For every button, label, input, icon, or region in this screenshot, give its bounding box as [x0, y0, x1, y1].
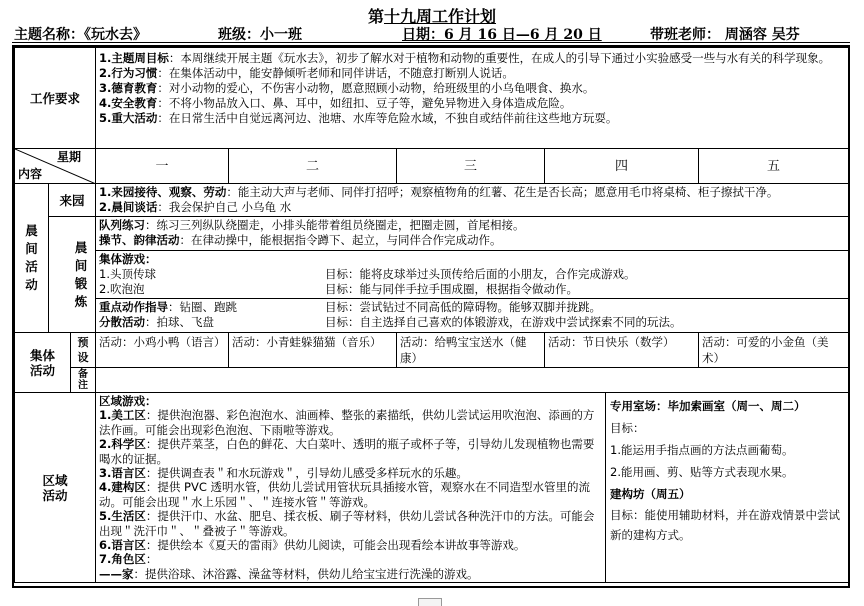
area-item: 4.建构区：提供 PVC 透明水管，供幼儿尝试用管状玩具插接水管，观察水在不同造型水管里的流动。可能会出现＂水上乐园＂、＂连接水管＂等游戏。 — [99, 480, 591, 509]
notes-row — [15, 368, 849, 393]
activity-friday: 活动：可爱的小金鱼（美术） — [699, 333, 849, 368]
area-activity-row — [15, 393, 849, 583]
work-item: 2.行为习惯：在集体活动中，能安静倾听老师和同伴讲话，不随意打断别人说话。 — [99, 66, 514, 80]
notes-label: 备注 — [71, 368, 96, 393]
notes-content — [96, 368, 849, 393]
page-title: 第十九周工作计划 — [367, 7, 497, 26]
work-item: 1.主题周目标：本周继续开展主题《玩水去》，初步了解水对于植物和动物的重要性，在成人的引导下通过小实验感受一些与水有关的科学现象。 — [99, 51, 831, 65]
group-activity-label: 集体活动 — [15, 333, 71, 393]
weekly-plan-table — [14, 47, 849, 583]
activity-monday: 活动：小鸡小鸭（语言） — [96, 333, 229, 368]
arrival-row — [15, 184, 849, 217]
work-item: 4.安全教育：不将小物品放入口、鼻、耳中，如纽扣、豆子等，避免异物进入身体造成危险。 — [99, 96, 572, 110]
day-tuesday: 二 — [229, 149, 397, 184]
area-item: 6.语言区：提供绘本《夏天的雷雨》供幼儿阅读，可能会出现看绘本讲故事等游戏。 — [99, 538, 526, 553]
morning-exercise-label: 晨间锻炼 — [49, 217, 96, 333]
activity-thursday: 活动：节日快乐（数学） — [545, 333, 699, 368]
area-content — [96, 393, 849, 583]
area-item: 1.美工区：提供泡泡器、彩色泡泡水、油画棒、整张的素描纸，供幼儿尝试运用吹泡泡、添画的方法作画。可能会出现彩色泡泡、下雨啦等游戏。 — [99, 408, 595, 437]
formation-row — [15, 217, 849, 251]
group-activity-row — [15, 333, 849, 368]
activity-tuesday: 活动：小青蛙躲猫猫（音乐） — [229, 333, 397, 368]
date-range: 日期：6 月 16 日—6 月 20 日 — [402, 27, 602, 43]
game-item: 2.吹泡泡 目标：能与同伴手拉手围成圈，根据指令做动作。 — [99, 282, 579, 296]
day-thursday: 四 — [545, 149, 699, 184]
morning-activity-label: 晨间活动 — [15, 184, 49, 333]
area-item: ——家：提供浴球、沐浴露、澡盆等材料，供幼儿给宝宝进行洗澡的游戏。 — [99, 566, 479, 581]
work-item: 3.德育教育：对小动物的爱心，不伤害小动物，愿意照顾小动物，给班级里的小乌龟喂食、换水。 — [99, 81, 595, 95]
day-monday: 一 — [96, 149, 229, 184]
work-requirements-content — [96, 48, 849, 149]
special-room: 专用室场：毕加索画室（周一、周二） 目标： 1.能运用手指点画的方法点画葡萄。 2.能用画、剪、贴等方式表现水果。 建构坊（周五） 目标：能使用辅助材料，并在游戏情景中尝试新的建构方式。 — [610, 399, 841, 542]
area-item: 3.语言区：提供调查表＂和水玩游戏＂，引导幼儿感受多样玩水的乐趣。 — [99, 466, 468, 481]
teachers: 带班老师： 周涵容 吴芬 — [650, 27, 800, 43]
work-item: 5.重大活动：在日常生活中自觉远离河边、池塘、水库等危险水域，不独自或结伴前往这些地方玩耍。 — [99, 111, 618, 125]
activity-wednesday: 活动：给鸭宝宝送水（健康） — [397, 333, 545, 368]
games-row — [15, 251, 849, 333]
week-header-row — [15, 149, 849, 184]
class-name: 班级：小一班 — [218, 27, 302, 43]
week-corner-cell: 星期 内容 — [15, 149, 96, 184]
preset-label: 预设 — [71, 333, 96, 368]
work-requirements-label: 工作要求 — [15, 48, 96, 149]
games-content: 集体游戏： 1.头顶传球 目标：能将皮球举过头顶传给后面的小朋友，合作完成游戏。 2.吹泡泡 目标：能与同伴手拉手围成圈，根据指令做动作。 重点动作指导：钻圈、跑跳 目标：尝试钻过不同高低的障碍物。能够双脚并拢跳。 分散活动：拍球、飞盘 目标：自主选择自己喜欢的体锻游戏，在游戏中尝试探索不同的玩法。 — [96, 251, 849, 333]
day-friday: 五 — [699, 149, 849, 184]
theme-name: 主题名称：《玩水去》 — [14, 27, 147, 43]
area-item: 7.角色区： — [99, 552, 158, 567]
arrival-label: 来园 — [49, 184, 96, 217]
focus-action: 重点动作指导：钻圈、跑跳 目标：尝试钻过不同高低的障碍物。能够双脚并拢跳。 — [99, 300, 602, 314]
formation-content: 队列练习：练习三列纵队绕圈走，小排头能带着组员绕圈走，把圈走圆，首尾相接。 操节、韵律活动：在律动操中，能根据指令蹲下、起立，与同伴合作完成动作。 — [96, 217, 849, 251]
work-requirements-row — [15, 48, 849, 149]
header-rule — [12, 42, 850, 43]
area-item: 2.科学区：提供芹菜茎，白色的鲜花、大白菜叶、透明的瓶子或杯子等，引导幼儿发现植物也需要喝水的证据。 — [99, 437, 595, 466]
area-games: 区域游戏： 1.美工区：提供泡泡器、彩色泡泡水、油画棒、整张的素描纸，供幼儿尝试运用吹泡泡、添画的方法作画。可能会出现彩色泡泡、下雨啦等游戏。 2.科学区：提供芹菜茎，白色的鲜花、大白菜叶、透明的瓶子或杯子等，引导幼儿发现植物也需要喝水的证据。 3.语言区：提供调查表＂和水玩游戏＂，引导幼儿感受多样玩水的乐趣。 4.建构区：提供 PVC 透明水管，供幼儿尝试用管状玩具插接水管，观察水在不同造型水管里的流动。可能会出现＂水上乐园＂、＂连接水管＂等游戏。 5.生活区：提供汗巾、水盆、肥皂、揉衣板、刷子等材料，供幼儿尝试各种洗汗巾的方法。可能会出现＂洗汗巾＂、＂叠被子＂等游戏。 6.语言区：提供绘本《夏天的雷雨》供幼儿阅读，可能会出现看绘本讲故事等游戏。 7.角色区： ——家：提供浴球、沐浴露、澡盆等材料，供幼儿给宝宝进行洗澡的游戏。 — [96, 393, 606, 582]
day-wednesday: 三 — [397, 149, 545, 184]
arrival-content: 1.来园接待、观察、劳动：能主动大声与老师、同伴打招呼；观察植物角的红薯、花生是否长高；愿意用毛巾将桌椅、柜子擦拭干净。 2.晨间谈话：我会保护自己 小乌龟 水 — [96, 184, 849, 217]
area-item: 5.生活区：提供汗巾、水盆、肥皂、揉衣板、刷子等材料，供幼儿尝试各种洗汗巾的方法。可能会出现＂洗汗巾＂、＂叠被子＂等游戏。 — [99, 509, 595, 538]
area-activity-label: 区域活动 — [15, 393, 96, 583]
group-action: 分散活动：拍球、飞盘 目标：自主选择自己喜欢的体锻游戏，在游戏中尝试探索不同的玩法。 — [99, 315, 682, 329]
game-item: 1.头顶传球 目标：能将皮球举过头顶传给后面的小朋友，合作完成游戏。 — [99, 267, 636, 281]
